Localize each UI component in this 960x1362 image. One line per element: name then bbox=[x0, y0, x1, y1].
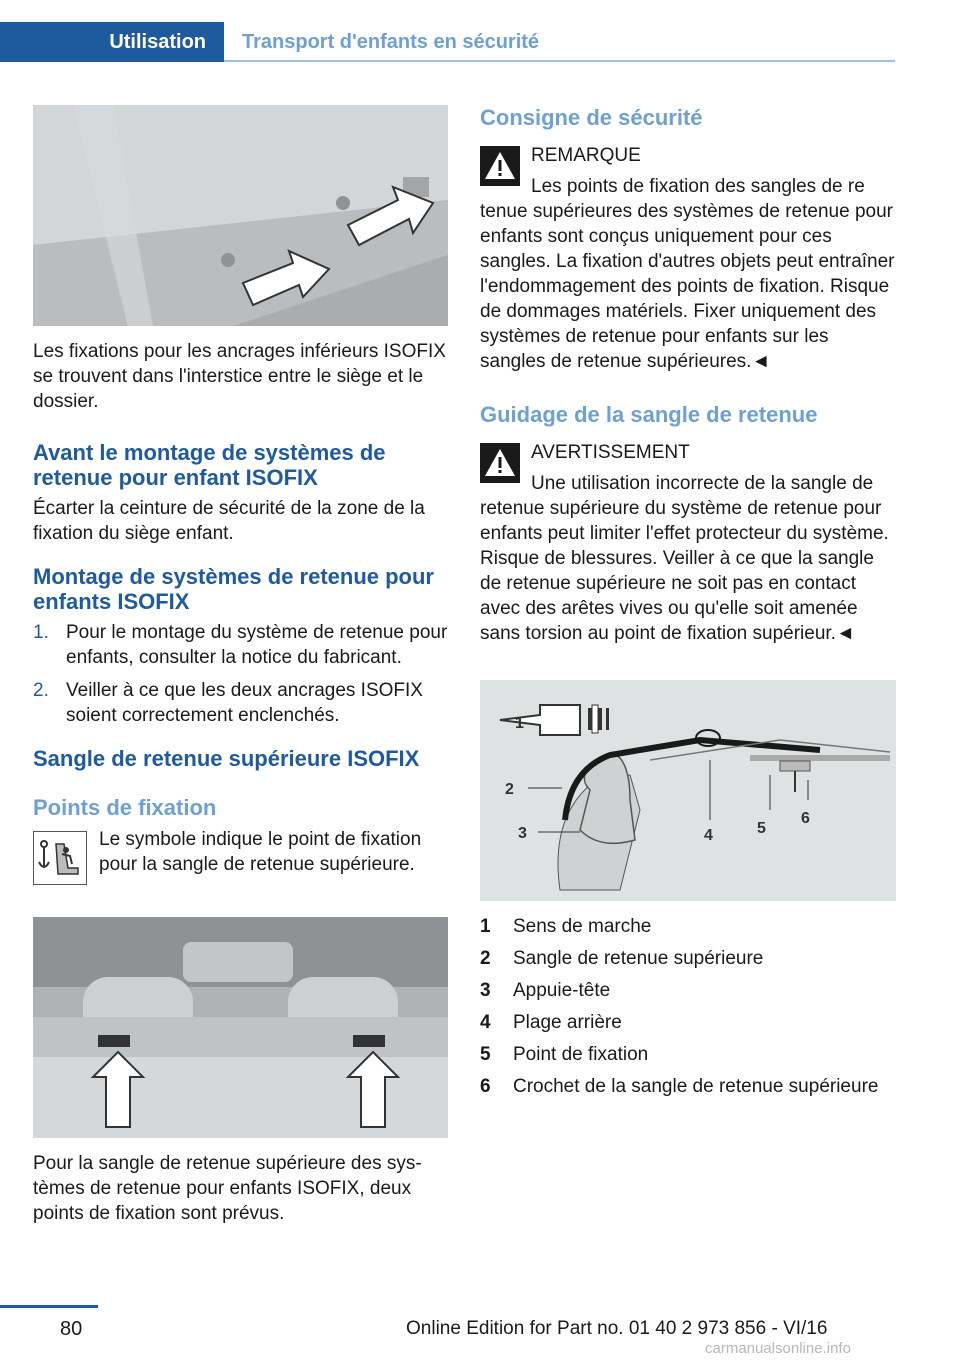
heading-strap-routing: Guidage de la sangle de retenue bbox=[480, 402, 818, 427]
page-number: 80 bbox=[60, 1318, 83, 1340]
legend-number: 1 bbox=[480, 916, 491, 937]
diagram-label-6: 6 bbox=[801, 810, 810, 827]
legend-text: Point de fixation bbox=[513, 1044, 649, 1065]
diagram-label-2: 2 bbox=[505, 781, 514, 798]
warning-triangle-icon bbox=[480, 146, 520, 186]
mounting-steps bbox=[33, 620, 448, 728]
list-item bbox=[480, 943, 896, 975]
heading-before-mounting: Avant le montage de systèmes de retenue pour enfant ISOFIX bbox=[33, 440, 386, 490]
strap-routing-diagram bbox=[480, 680, 896, 901]
note-text: tenue supérieures des systèmes de retenue pour enfants sont conçus uniquement pour ces sangles. La fixation d'autres objets peut entraîner l'endommagement des points de fixation. Risque de dommages matériels. Fixer uniquement des systèmes de retenue pour enfants sur les sangles de retenue supérieures.◄ bbox=[480, 201, 895, 372]
isofix-anchor-photo bbox=[33, 105, 448, 326]
legend-text: Crochet de la sangle de retenue supérieure bbox=[513, 1076, 879, 1097]
step-number: 2. bbox=[33, 680, 49, 701]
note-label: REMARQUE bbox=[531, 145, 641, 166]
diagram-label-1: 1 bbox=[515, 715, 524, 732]
legend-number: 2 bbox=[480, 948, 491, 969]
seat-anchor-illustration bbox=[33, 105, 448, 326]
paragraph-before-mounting: Écarter la ceinture de sécurité de la zone de la fixation du siège enfant. bbox=[33, 498, 425, 544]
diagram-label-4: 4 bbox=[704, 827, 713, 844]
step-text: Pour le montage du système de retenue pour enfants, consulter la notice du fabricant. bbox=[66, 622, 448, 668]
list-item bbox=[480, 1007, 896, 1039]
heading-top-tether: Sangle de retenue supérieure ISOFIX bbox=[33, 746, 420, 771]
legend-text: Plage arrière bbox=[513, 1012, 622, 1033]
heading-safety-note: Consigne de sécurité bbox=[480, 105, 703, 130]
tether-diagram bbox=[480, 680, 896, 901]
warning-lead: Une utilisation incorrecte de la sangle de bbox=[531, 473, 874, 494]
list-item bbox=[33, 678, 448, 728]
legend-text: Sens de marche bbox=[513, 916, 652, 937]
rear-shelf-illustration bbox=[33, 917, 448, 1138]
warning-block bbox=[480, 440, 896, 646]
symbol-description: Le symbole indique le point de fixation pour la sangle de retenue supérieure. bbox=[99, 829, 422, 875]
legend-text: Appuie-tête bbox=[513, 980, 611, 1001]
footer-rule bbox=[0, 1305, 98, 1308]
diagram-label-5: 5 bbox=[757, 820, 766, 837]
heading-anchor-points: Points de fixation bbox=[33, 795, 217, 820]
note-lead: Les points de fixation des sangles de re bbox=[531, 176, 865, 197]
legend-number: 3 bbox=[480, 980, 491, 1001]
list-item bbox=[480, 1071, 896, 1103]
running-header bbox=[0, 22, 895, 62]
step-text: Veiller à ce que les deux ancrages ISOFIX soient correctement enclenchés. bbox=[66, 680, 423, 726]
legend-text: Sangle de retenue supérieure bbox=[513, 948, 764, 969]
figure-caption-anchor-points: Pour la sangle de retenue supérieure des systèmes de retenue pour enfants ISOFIX, deux points de fixation sont prévus. bbox=[33, 1153, 422, 1224]
warning-text: retenue supérieure du système de retenue pour enfants peut limiter l'effet protecteur du système. Risque de blessures. Veiller à ce que la sangle de retenue supérieure ne soit pas en contact avec des arêtes vives ou qu'elle soit amenée sans torsion au point de fixation supérieur.◄ bbox=[480, 498, 889, 644]
heading-mounting: Montage de systèmes de retenue pour enfants ISOFIX bbox=[33, 564, 434, 614]
legend-number: 5 bbox=[480, 1044, 491, 1065]
list-item bbox=[480, 911, 896, 943]
step-number: 1. bbox=[33, 622, 49, 643]
note-block bbox=[480, 143, 896, 374]
section-tab: Utilisation bbox=[0, 22, 224, 62]
header-rule bbox=[224, 60, 895, 62]
rear-seat-photo bbox=[33, 917, 448, 1138]
child-seat-anchor-icon bbox=[33, 831, 87, 885]
legend-number: 6 bbox=[480, 1076, 491, 1097]
edition-line: Online Edition for Part no. 01 40 2 973 856 - VI/16 bbox=[406, 1318, 828, 1339]
subsection-title: Transport d'enfants en sécurité bbox=[242, 31, 540, 53]
list-item bbox=[33, 620, 448, 670]
symbol-block bbox=[33, 827, 448, 885]
diagram-legend bbox=[480, 911, 896, 1103]
legend-number: 4 bbox=[480, 1012, 491, 1033]
list-item bbox=[480, 975, 896, 1007]
list-item bbox=[480, 1039, 896, 1071]
left-column bbox=[33, 105, 448, 1226]
watermark: carmanualsonline.info bbox=[705, 1340, 851, 1357]
right-column bbox=[480, 105, 896, 1103]
warning-triangle-icon bbox=[480, 443, 520, 483]
figure-caption-anchors: Les fixations pour les ancrages inférieurs ISOFIX se trouvent dans l'interstice entre le siège et le dossier. bbox=[33, 341, 446, 412]
diagram-label-3: 3 bbox=[518, 825, 527, 842]
warning-label: AVERTISSEMENT bbox=[531, 442, 690, 463]
